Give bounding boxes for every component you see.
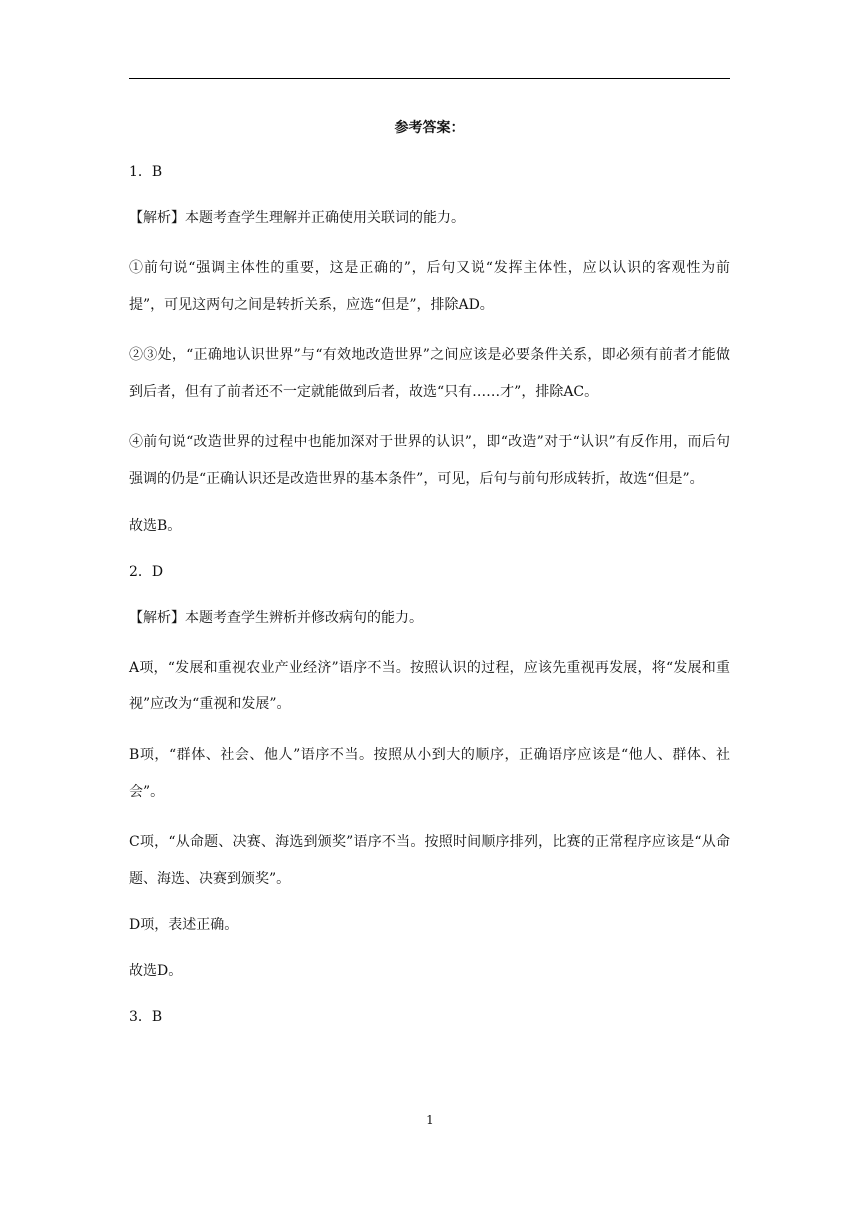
answer-number-1: 1．B xyxy=(129,164,163,180)
option-a-analysis: A项，“发展和重视农业产业经济”语序不当。按照认识的过程，应该先重视再发展，将“发展和重视”应改为“重视和发展”。 xyxy=(129,659,730,713)
analysis-point-1: ①前句说“强调主体性的重要，这是正确的”，后句又说“发挥主体性，应以认识的客观性为前提”，可见这两句之间是转折关系，应选“但是”，排除AD。 xyxy=(129,260,730,313)
analysis-heading-2: 【解析】本题考查学生辨析并修改病句的能力。 xyxy=(129,609,423,626)
answer-content xyxy=(129,158,730,1049)
answer-number-2: 2．D xyxy=(129,563,164,580)
analysis-point-3: ④前句说“改造世界的过程中也能加深对于世界的认识”，即“改造”对于“认识”有反作用，而后句强调的仍是“正确认识还是改造世界的基本条件”，可见，后句与前句形成转折，故选“但是”。 xyxy=(129,434,730,488)
page-title: 参考答案： xyxy=(394,120,465,136)
header-rule xyxy=(129,78,730,79)
option-b-analysis: B项，“群体、社会、他人”语序不当。按照从小到大的顺序，正确语序应该是“他人、群体、社会”。 xyxy=(129,746,730,800)
conclusion-2: 故选D。 xyxy=(129,963,183,980)
answer-number-3: 3．B xyxy=(129,1009,163,1026)
option-d-analysis: D项，表述正确。 xyxy=(129,917,239,934)
option-c-analysis: C项，“从命题、决赛、海选到颁奖”语序不当。按照时间顺序排列，比赛的正常程序应该是“从命题、海选、决赛到颁奖”。 xyxy=(129,833,730,887)
conclusion-1: 故选B。 xyxy=(129,517,182,534)
analysis-point-2: ②③处，“正确地认识世界”与“有效地改造世界”之间应该是必要条件关系，即必须有前者才能做到后者，但有了前者还不一定就能做到后者，故选“只有……才”，排除AC。 xyxy=(129,347,730,400)
analysis-heading-1: 【解析】本题考查学生理解并正确使用关联词的能力。 xyxy=(129,210,465,226)
page-number: 1 xyxy=(426,1113,434,1127)
